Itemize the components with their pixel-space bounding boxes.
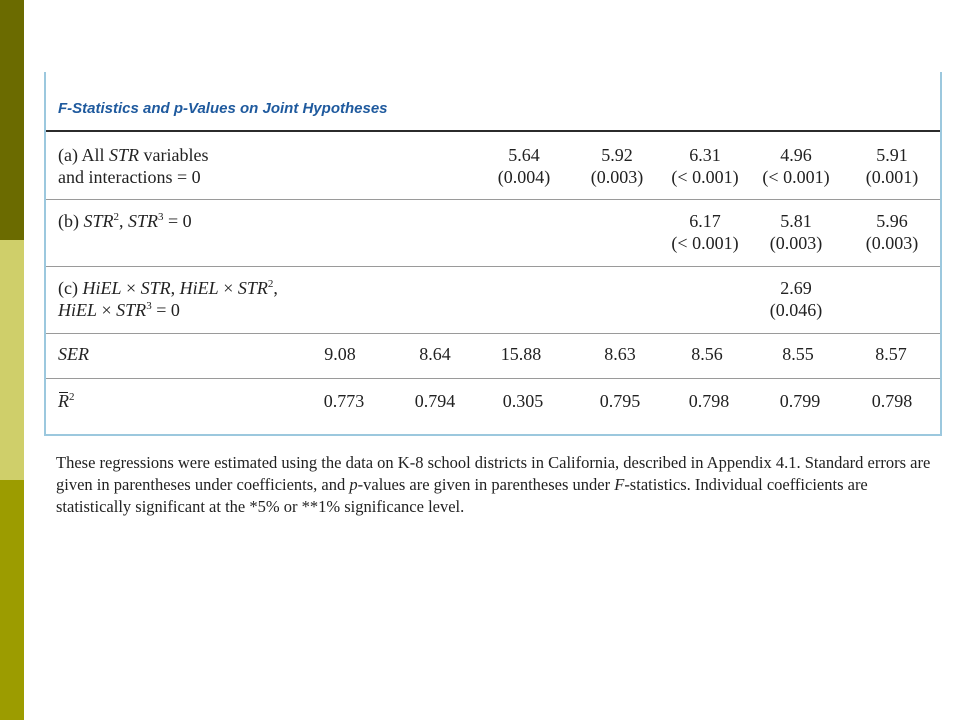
- row-c-label: (c) HiEL × STR, HiEL × $STR^2$, HiEL × $STR^3 = 0$: [58, 278, 278, 320]
- row-a-cell-3: 5.64 (0.004): [497, 145, 551, 187]
- r2-value: 0.798: [871, 391, 913, 411]
- r-bar-symbol: R: [58, 391, 69, 411]
- ser-value: 8.55: [782, 344, 814, 364]
- ser-value: 9.08: [324, 344, 356, 364]
- table-title: F-Statistics and p-Values on Joint Hypotheses: [58, 100, 388, 117]
- r2-value: 0.305: [502, 391, 544, 411]
- row-a-cell-4: 5.92 (0.003): [590, 145, 644, 187]
- side-bar-top: [0, 0, 24, 240]
- row-a-cell-7: 5.91 (0.001): [865, 145, 919, 187]
- row-b-cell-5: 6.17 (< 0.001): [671, 211, 739, 253]
- ser-value: 15.88: [500, 344, 542, 364]
- r2-value: 0.773: [323, 391, 365, 411]
- side-bar-middle: [0, 240, 24, 480]
- row-separator: [46, 333, 940, 334]
- r2-label: $R^2$: [58, 391, 75, 411]
- ser-value: 8.56: [691, 344, 723, 364]
- row-separator: [46, 378, 940, 379]
- ser-value: 8.57: [875, 344, 907, 364]
- r2-value: 0.799: [779, 391, 821, 411]
- row-b-cell-6: 5.81 (0.003): [769, 211, 823, 253]
- side-bar-bottom: [0, 480, 24, 720]
- row-separator: [46, 266, 940, 267]
- r2-value: 0.794: [414, 391, 456, 411]
- ser-label: SER: [58, 344, 89, 364]
- row-b-cell-7: 5.96 (0.003): [865, 211, 919, 253]
- row-c-cell-6: 2.69 (0.046): [769, 278, 823, 320]
- ser-value: 8.63: [604, 344, 636, 364]
- row-a-cell-5: 6.31 (< 0.001): [671, 145, 739, 187]
- r2-value: 0.795: [599, 391, 641, 411]
- ser-value: 8.64: [419, 344, 451, 364]
- row-a-cell-6: 4.96 (< 0.001): [762, 145, 830, 187]
- regression-table: [44, 72, 942, 436]
- r2-value: 0.798: [688, 391, 730, 411]
- row-separator: [46, 199, 940, 200]
- row-a-label: (a) All STR variables and interactions = 0: [58, 145, 209, 187]
- row-b-label: (b) STR$^2$, $STR^3 = 0$: [58, 211, 192, 231]
- table-footnote: These regressions were estimated using the data on K-8 school districts in California, described in Appendix 4.1. Standard errors are given in parentheses under coefficients, and p-values are given in parentheses under F-statistics. Individual coefficients are statistically significant at the *5% or **1% significance level.: [56, 453, 931, 516]
- title-rule: [46, 130, 940, 132]
